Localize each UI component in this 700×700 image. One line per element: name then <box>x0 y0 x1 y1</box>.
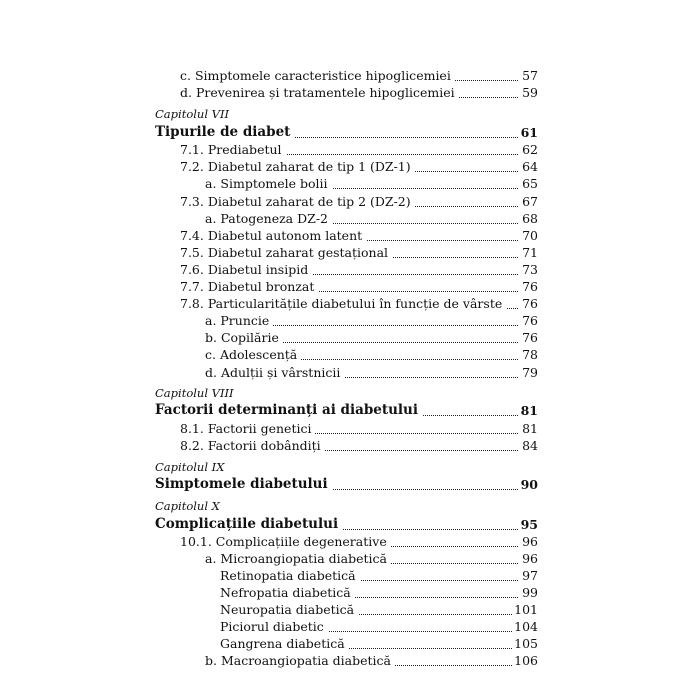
toc-entry-label: Nefropatia diabetică <box>220 584 355 601</box>
toc-page-number: 97 <box>522 568 538 583</box>
toc-entry-label: 7.8. Particularitățile diabetului în funcție de vârste <box>180 295 506 312</box>
toc-entry-label: c. Adolescență <box>205 346 301 363</box>
toc-page-number: 95 <box>520 517 538 532</box>
toc-page-number: 67 <box>522 194 538 209</box>
toc-page-number: 64 <box>522 159 538 174</box>
toc-page-number: 76 <box>522 296 538 311</box>
toc-page-number: 81 <box>522 421 538 436</box>
toc-entry-label: Neuropatia diabetică <box>220 601 358 618</box>
chapter-label: Capitolul IX <box>155 460 225 474</box>
toc-entry <box>0 84 700 101</box>
toc-entry-label: 7.3. Diabetul zaharat de tip 2 (DZ-2) <box>180 193 415 210</box>
toc-page-number: 68 <box>522 211 538 226</box>
toc-entry-label: Simptomele diabetului <box>155 476 332 493</box>
toc-entry <box>0 437 700 454</box>
toc-entry-label: c. Simptomele caracteristice hipoglicemiei <box>180 67 455 84</box>
toc-page-number: 96 <box>522 551 538 566</box>
toc-page-number: 76 <box>522 330 538 345</box>
toc-page-number: 81 <box>520 403 538 418</box>
toc-entry-label: 7.1. Prediabetul <box>180 141 286 158</box>
toc-entry-label: Tipurile de diabet <box>155 124 294 141</box>
toc-page-number: 96 <box>522 534 538 549</box>
toc-page-number: 76 <box>522 313 538 328</box>
chapter-label: Capitolul VIII <box>155 386 234 400</box>
toc-page-number: 59 <box>522 85 538 100</box>
toc-page-number: 65 <box>522 176 538 191</box>
toc-page-number: 78 <box>522 347 538 362</box>
toc-page-number: 76 <box>522 279 538 294</box>
toc-entry-label: Piciorul diabetic <box>220 618 328 635</box>
toc-page-number: 62 <box>522 142 538 157</box>
toc-entry-label: Retinopatia diabetică <box>220 567 360 584</box>
toc-entry <box>0 364 700 381</box>
toc-page-number: 101 <box>514 602 538 617</box>
toc-page-number: 70 <box>522 228 538 243</box>
toc-entry-label: b. Copilărie <box>205 329 283 346</box>
toc-page-number: 99 <box>522 585 538 600</box>
toc-page-number: 61 <box>520 125 538 140</box>
toc-page-number: 90 <box>520 477 538 492</box>
toc-entry-label: Gangrena diabetică <box>220 635 349 652</box>
toc-entry-label: 7.2. Diabetul zaharat de tip 1 (DZ-1) <box>180 158 415 175</box>
toc-page-number: 104 <box>514 619 538 634</box>
toc-page-number: 71 <box>522 245 538 260</box>
toc-entry-label: a. Simptomele bolii <box>205 175 332 192</box>
toc-entry-label: Factorii determinanți ai diabetului <box>155 402 422 419</box>
toc-chapter-title <box>0 476 700 493</box>
toc-entry-label: 7.6. Diabetul insipid <box>180 261 312 278</box>
toc-page-number: 84 <box>522 438 538 453</box>
chapter-label: Capitolul X <box>155 499 220 513</box>
toc-page-number: 79 <box>522 365 538 380</box>
toc-page-number: 73 <box>522 262 538 277</box>
toc-entry-label: 7.4. Diabetul autonom latent <box>180 227 366 244</box>
toc-entry-label: 7.5. Diabetul zaharat gestațional <box>180 244 392 261</box>
toc-entry-label: Complicațiile diabetului <box>155 516 342 533</box>
toc-entry-label: 8.2. Factorii dobândiți <box>180 437 325 454</box>
toc-page-number: 106 <box>514 653 538 668</box>
toc-entry-label: d. Adulții și vârstnicii <box>205 364 344 381</box>
toc-entry-label: 10.1. Complicațiile degenerative <box>180 533 391 550</box>
toc-entry-label: a. Pruncie <box>205 312 273 329</box>
toc-entry-label: d. Prevenirea și tratamentele hipoglicemiei <box>180 84 459 101</box>
toc-entry-label: a. Microangiopatia diabetică <box>205 550 391 567</box>
toc-page-number: 105 <box>514 636 538 651</box>
toc-entry-label: 7.7. Diabetul bronzat <box>180 278 318 295</box>
toc-entry-label: 8.1. Factorii genetici <box>180 420 315 437</box>
chapter-label: Capitolul VII <box>155 107 230 121</box>
toc-entry-label: a. Patogeneza DZ-2 <box>205 210 332 227</box>
toc-entry <box>0 652 700 669</box>
toc-page-number: 57 <box>522 68 538 83</box>
toc-entry-label: b. Macroangiopatia diabetică <box>205 652 395 669</box>
